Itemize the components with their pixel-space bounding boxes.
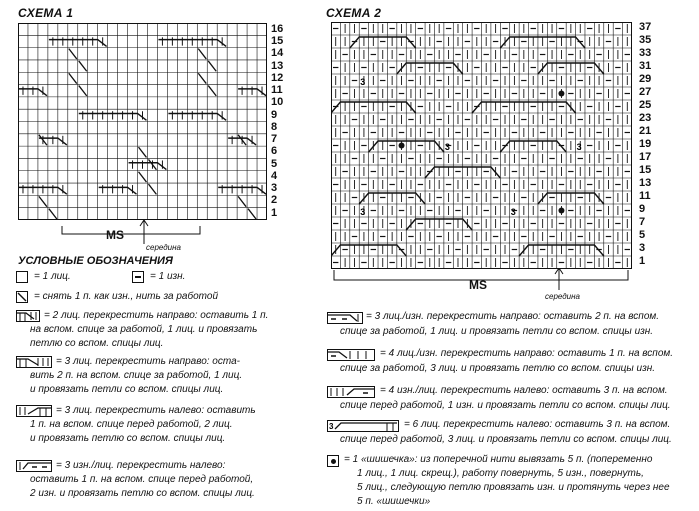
legend-text: = 1 изн. (150, 271, 186, 282)
slip-mark (208, 86, 216, 96)
row-number: 13 (639, 177, 652, 189)
row-number: 11 (271, 84, 283, 96)
legend-text: = 2 лиц. перекрестить направо: оставить 1 п. (44, 310, 269, 321)
cable-number: 3 (360, 77, 366, 87)
legend-text: = 6 лиц. перекрестить налево: оставить 3 п. на вспом. (404, 419, 671, 430)
legend-text: спице перед работой, 3 лиц. и провязать петли со вспом. спицы лиц. (340, 434, 672, 445)
bobble-mark (558, 91, 564, 97)
legend-text: и провязать петлю со вспом. спицы лиц. (30, 433, 226, 444)
cable-number: 3 (360, 207, 366, 217)
legend-text: = 1 лиц. (34, 271, 71, 282)
bobble-symbol (327, 455, 339, 467)
scheme2-ms-label: MS (469, 278, 487, 292)
legend-text: на вспом. спице за работой, 1 лиц. и провязать (30, 324, 258, 335)
scheme1-middle-label: середина (146, 243, 181, 252)
row-number: 4 (271, 170, 278, 182)
cable-number: 3 (329, 422, 334, 431)
row-number: 37 (639, 21, 652, 33)
cable-number: 3 (444, 142, 450, 152)
scheme2-title: СХЕМА 2 (326, 6, 382, 20)
row-number: 31 (639, 60, 652, 72)
slip-mark (248, 209, 256, 219)
row-number: 25 (639, 99, 652, 111)
row-number: 27 (639, 86, 652, 98)
legend-text: = снять 1 п. как изн., нить за работой (34, 291, 219, 302)
cable-3-left-symbol (16, 405, 52, 417)
legend-text: петлю со вспом. спицы лиц. (30, 338, 164, 349)
slip-mark (49, 209, 57, 219)
row-number: 15 (639, 164, 652, 176)
row-number: 5 (271, 158, 278, 170)
legend-text: = 3 лиц. перекрестить налево: оставить (56, 405, 256, 416)
row-number: 10 (271, 96, 284, 108)
legend-text: спице за работой, 1 лиц. и провязать петли со вспом. спицы изн. (340, 326, 654, 337)
slip-mark (139, 172, 147, 182)
legend-text: 1 п. на вспом. спице перед работой, 2 лиц. (30, 419, 233, 430)
slip-mark (148, 184, 156, 194)
legend-title: УСЛОВНЫЕ ОБОЗНАЧЕНИЯ (18, 255, 173, 267)
row-number: 16 (271, 23, 284, 35)
row-number: 23 (639, 112, 652, 124)
legend-text: и провязать петли со вспом. спицы лиц. (30, 384, 224, 395)
purl-symbol (132, 271, 144, 283)
cable-number: 3 (510, 207, 516, 217)
cable-number: 3 (576, 142, 582, 152)
cable-4-purl-knit-left-symbol (327, 386, 375, 398)
row-number: 5 (639, 229, 646, 241)
scheme1-title: СХЕМА 1 (18, 6, 74, 20)
scheme2-cables (331, 22, 632, 269)
cable-4-knit-purl-right-symbol (327, 349, 375, 361)
row-number: 7 (639, 216, 646, 228)
slip-mark (198, 49, 206, 59)
slip-mark (69, 73, 77, 83)
legend-text: = 4 лиц./изн. перекрестить направо: оставить 1 п. на вспом. (380, 348, 674, 359)
bobble-mark (399, 143, 405, 149)
slip-mark (198, 73, 206, 83)
row-number: 33 (639, 47, 652, 59)
row-number: 35 (639, 34, 652, 46)
cable-line (350, 37, 416, 48)
row-number: 21 (639, 125, 652, 137)
row-number: 14 (271, 47, 284, 59)
legend-text: = 4 изн./лиц. перекрестить налево: оставить 3 п. на вспом. (380, 385, 668, 396)
slip-mark (139, 147, 147, 157)
knit-symbol (16, 271, 28, 283)
scheme1-cables (18, 23, 267, 220)
cable-line (500, 141, 566, 152)
row-number: 6 (271, 145, 278, 157)
row-number: 9 (639, 203, 646, 215)
legend-text: 2 изн. и провязать петлю со вспом. спицы лиц. (30, 488, 255, 499)
row-number: 1 (271, 207, 278, 219)
slip-stitch-symbol (16, 291, 28, 303)
row-number: 1 (639, 255, 646, 267)
legend-text: спице перед работой, 1 изн. и провязать петли со вспом. спицы лиц. (340, 400, 671, 411)
row-number: 13 (271, 60, 284, 72)
row-number: 7 (271, 133, 278, 145)
legend-text: спице за работой, 3 лиц. и провязать петлю со вспом. спицы изн. (340, 363, 656, 374)
row-number: 29 (639, 73, 652, 85)
slip-mark (238, 196, 246, 206)
row-number: 2 (271, 194, 278, 206)
scheme1-ms-bracket (60, 220, 220, 250)
cable-6-knit-left-symbol (327, 420, 399, 432)
legend-text: 5 лиц., следующую петлю провязать изн. и протянуть через нее (357, 482, 670, 493)
row-number: 12 (271, 72, 284, 84)
cable-3-purl-left-symbol (16, 460, 52, 472)
legend-text: 5 п. «шишечки» (357, 496, 431, 507)
legend-text: вить 2 п. на вспом. спице за работой, 1 лиц. (30, 370, 243, 381)
row-number: 17 (639, 151, 652, 163)
legend-text: = 3 изн./лиц. перекрестить налево: (56, 460, 226, 471)
slip-mark (69, 49, 77, 59)
row-number: 19 (639, 138, 652, 150)
legend-text: 1 лиц., 1 лиц. скрещ.), работу повернуть, 5 изн., повернуть, (357, 468, 644, 479)
row-number: 9 (271, 109, 278, 121)
row-number: 3 (639, 242, 646, 254)
legend-text: оставить 1 п. на вспом. спице перед работой, (30, 474, 254, 485)
scheme2-middle-label: середина (545, 292, 580, 301)
slip-mark (208, 61, 216, 71)
cable-3-right-symbol (16, 356, 52, 368)
row-number: 11 (639, 190, 651, 202)
row-number: 8 (271, 121, 278, 133)
legend-text: = 1 «шишечка»: из поперечной нити вывязать 5 п. (попеременно (344, 454, 653, 465)
bobble-mark (558, 208, 564, 214)
row-number: 3 (271, 182, 278, 194)
cable-2-right-symbol (16, 310, 40, 322)
legend-text: = 3 лиц. перекрестить направо: оста- (56, 356, 240, 367)
slip-mark (79, 86, 87, 96)
legend-text: = 3 лиц./изн. перекрестить направо: оставить 2 п. на вспом. (366, 311, 660, 322)
slip-mark (79, 61, 87, 71)
scheme1-ms-label: MS (106, 228, 124, 242)
row-number: 15 (271, 35, 284, 47)
cable-3-knit-purl-right-symbol (327, 312, 363, 324)
slip-mark (39, 196, 47, 206)
